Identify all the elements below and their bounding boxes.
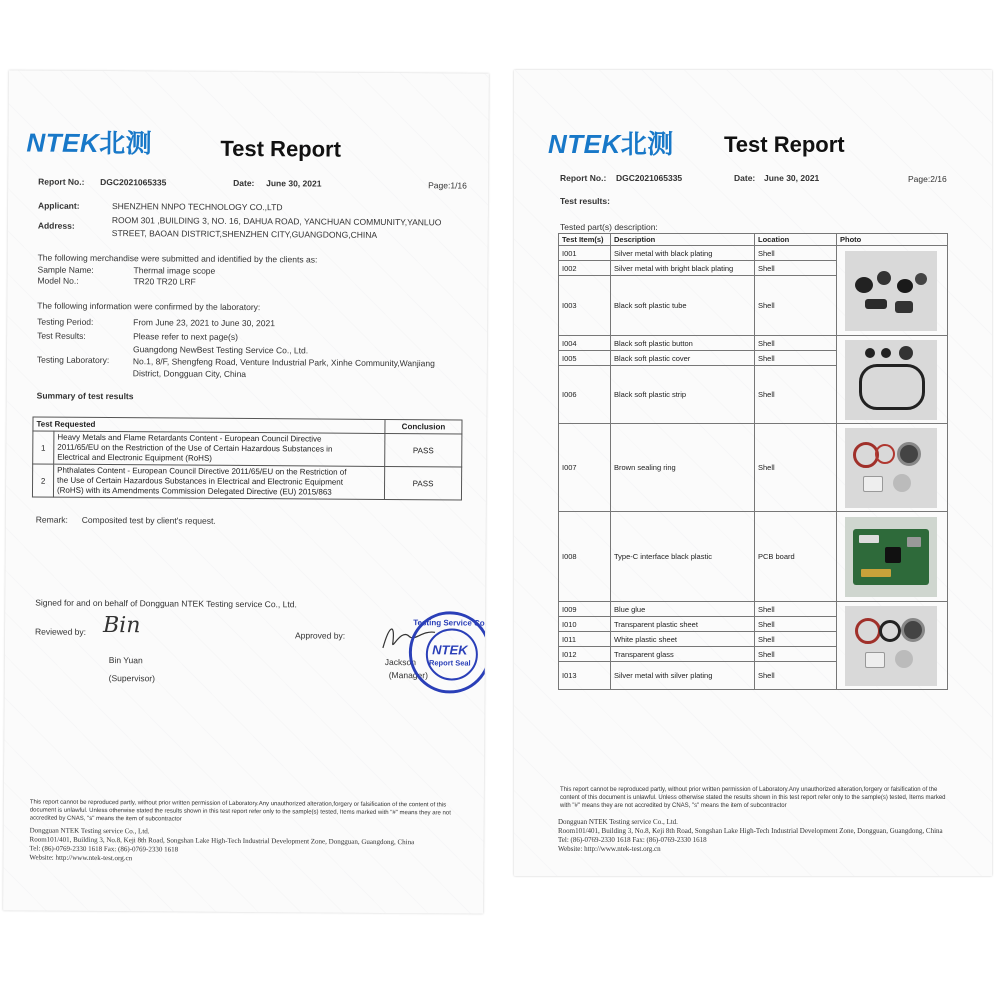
footer-company: Dongguan NTEK Testing service Co., Ltd.: [29, 826, 150, 836]
item-id: I013: [559, 662, 611, 690]
report-date: June 30, 2021: [764, 173, 820, 183]
report-page-2: [514, 70, 992, 876]
table-header-row: [559, 234, 948, 246]
item-id: I012: [559, 647, 611, 662]
parts-photo-rings: [845, 428, 937, 508]
item-location: Shell: [755, 662, 837, 690]
photo-cell: [837, 512, 948, 602]
item-id: I002: [559, 261, 611, 276]
address-label: Address:: [37, 220, 75, 231]
photo-cell: [837, 246, 948, 336]
header-conclusion: Conclusion: [385, 419, 462, 434]
date-label: Date:: [233, 177, 255, 189]
item-id: I010: [559, 617, 611, 632]
conclusion-cell: PASS: [384, 466, 461, 500]
seal-label-text: Report Seal: [428, 658, 471, 668]
item-description: Black soft plastic tube: [611, 276, 755, 336]
remark-label: Remark:: [35, 514, 68, 525]
row-number: 2: [32, 464, 53, 497]
table-row: [559, 336, 948, 351]
item-description: White plastic sheet: [611, 632, 755, 647]
tested-parts-table: [558, 233, 948, 690]
item-id: I007: [559, 424, 611, 512]
parts-photo-misc: [845, 606, 937, 686]
photo-cell: [837, 424, 948, 512]
item-id: I004: [559, 336, 611, 351]
footer-address: Room101/401, Building 3, No.8, Keji 8th Road, Songshan Lake High-Tech Industrial Development Zone, Dongguan, Guangdong, China: [29, 835, 415, 847]
table-row: [559, 424, 948, 512]
lab-name: Guangdong NewBest Testing Service Co., Ltd.: [132, 344, 309, 356]
item-location: PCB board: [755, 512, 837, 602]
row-line: Heavy Metals and Flame Retardants Content - European Council Directive: [57, 432, 322, 444]
item-id: I001: [559, 246, 611, 261]
lab-intro: The following information were confirmed by the laboratory:: [37, 300, 261, 313]
model-no: TR20 TR20 LRF: [133, 276, 196, 287]
page-number: Page:2/16: [908, 174, 947, 184]
approver-role: (Manager): [388, 670, 428, 681]
item-description: Transparent plastic sheet: [611, 617, 755, 632]
date-label: Date:: [734, 173, 756, 183]
page-title: Test Report: [724, 132, 845, 157]
item-location: Shell: [755, 647, 837, 662]
parts-photo-plastic: [845, 340, 937, 420]
report-date: June 30, 2021: [266, 178, 322, 189]
item-description: Brown sealing ring: [611, 424, 755, 512]
test-requested-cell: [53, 464, 384, 499]
reviewer-role: (Supervisor): [108, 673, 156, 684]
applicant-label: Applicant:: [37, 200, 80, 211]
approver-name: Jackson: [384, 656, 417, 668]
item-description: Blue glue: [611, 602, 755, 617]
summary-table: [32, 417, 463, 501]
page-number: Page:1/16: [428, 180, 467, 191]
ntek-logo: NTEK北测: [548, 129, 674, 159]
sample-name: Thermal image scope: [133, 265, 216, 276]
report-no: DGC2021065335: [100, 176, 167, 188]
item-location: Shell: [755, 424, 837, 512]
row-line: the Use of Certain Hazardous Substances in Electrical and Electronic Equipment: [57, 475, 344, 487]
footer: [29, 826, 479, 865]
footer-company: Dongguan NTEK Testing service Co., Ltd.: [558, 818, 678, 826]
item-description: Black soft plastic cover: [611, 351, 755, 366]
item-location: Shell: [755, 351, 837, 366]
item-id: I009: [559, 602, 611, 617]
lab-address-2: District, Dongguan City, China: [132, 368, 247, 379]
header-item: Test Item(s): [559, 234, 611, 246]
reviewed-by-label: Reviewed by:: [34, 626, 87, 637]
table-row: [33, 431, 462, 467]
merchandise-intro: The following merchandise were submitted and identified by the clients as:: [37, 252, 318, 265]
photo-cell: [837, 602, 948, 690]
disclaimer: This report cannot be reproduced partly, without prior written permission of Laboratory.Any unauthorized alteration,forgery or falsification of the content of this document is unlawful. Unless otherwise stated the results shown in this test report refer only to the sample(s) tested, Items marked with "#" means they are not accredited by CNAS, "s" means the item of subcontractor: [29, 799, 451, 823]
item-description: Black soft plastic button: [611, 336, 755, 351]
table-row: [559, 246, 948, 261]
row-line: Phthalates Content - European Council Directive 2011/65/EU on the Restriction of: [57, 465, 347, 477]
report-seal-icon: [409, 611, 489, 694]
item-id: I006: [559, 366, 611, 424]
testing-period-label: Testing Period:: [37, 316, 94, 327]
disclaimer: This report cannot be reproduced partly, without prior written permission of Laboratory.Any unauthorized alteration,forgery or falsification of the content of this document is unlawful. Unless otherwise stated the results shown in this test report refer only to the sample(s) tested, Items marked with "#" means they are not accredited by CNAS, "s" means the item of subcontractor: [560, 787, 946, 809]
footer-address: Room101/401, Building 3, No.8, Keji 8th Road, Songshan Lake High-Tech Industrial Development Zone, Dongguan, Guangdong, China: [558, 827, 943, 835]
photo-cell: [837, 336, 948, 424]
item-description: Silver metal with black plating: [611, 246, 755, 261]
header-test-requested: Test Requested: [33, 417, 385, 433]
page-title: Test Report: [220, 135, 342, 162]
testing-period: From June 23, 2021 to June 30, 2021: [133, 317, 275, 329]
item-description: Silver metal with silver plating: [611, 662, 755, 690]
footer-website: Website: http://www.ntek-test.org.cn: [29, 853, 133, 863]
row-line: (RoHS) with its Amendments Commission Delegated Directive (EU) 2015/863: [56, 485, 332, 497]
item-location: Shell: [755, 276, 837, 336]
signed-for: Signed for and on behalf of Dongguan NTEK Testing service Co., Ltd.: [35, 597, 297, 610]
item-location: Shell: [755, 602, 837, 617]
footer: [558, 818, 988, 854]
report-no: DGC2021065335: [616, 173, 683, 183]
test-results-label: Test results:: [560, 196, 610, 206]
seal-top-text: Testing Service Co.: [413, 618, 487, 628]
header-photo: Photo: [837, 234, 948, 246]
reviewer-signature: Bin: [102, 613, 141, 639]
conclusion-cell: PASS: [385, 433, 462, 467]
table-row: [32, 464, 461, 500]
remark-value: Composited test by client's request.: [81, 514, 216, 526]
report-page-1: [3, 70, 489, 913]
summary-heading: Summary of test results: [36, 390, 134, 402]
report-no-label: Report No.:: [560, 173, 607, 183]
model-no-label: Model No.:: [37, 275, 79, 286]
footer-website: Website: http://www.ntek-test.org.cn: [558, 845, 661, 853]
header-location: Location: [755, 234, 837, 246]
item-location: Shell: [755, 366, 837, 424]
sample-name-label: Sample Name:: [37, 264, 94, 275]
test-requested-cell: [54, 431, 385, 466]
item-id: I008: [559, 512, 611, 602]
test-results-label: Test Results:: [37, 330, 86, 341]
table-row: [559, 512, 948, 602]
test-results-value: Please refer to next page(s): [133, 331, 239, 342]
seal-brand-text: NTEK: [432, 642, 468, 658]
item-location: Shell: [755, 336, 837, 351]
approved-by-label: Approved by:: [294, 630, 346, 641]
parts-photo-metal: [845, 251, 937, 331]
row-line: Electrical and Electronic Equipment (RoHS): [57, 452, 213, 463]
applicant-value: SHENZHEN NNPO TECHNOLOGY CO.,LTD: [111, 201, 283, 213]
item-location: Shell: [755, 617, 837, 632]
ntek-logo: NTEK北测: [26, 127, 153, 159]
reviewer-name: Bin Yuan: [108, 655, 143, 666]
item-description: Black soft plastic strip: [611, 366, 755, 424]
header-description: Description: [611, 234, 755, 246]
address-line-2: STREET, BAOAN DISTRICT,SHENZHEN CITY,GUANGDONG,CHINA: [111, 228, 378, 240]
testing-lab-label: Testing Laboratory:: [36, 354, 110, 366]
footer-phone: Tel: (86)-0769-2330 1618 Fax: (86)-0769-2330 1618: [29, 844, 179, 854]
tested-parts-label: Tested part(s) description:: [560, 222, 658, 232]
row-line: 2011/65/EU on the Restriction of the Use of Certain Hazardous Substances in: [57, 442, 333, 454]
item-description: Transparent glass: [611, 647, 755, 662]
item-location: Shell: [755, 246, 837, 261]
item-description: Silver metal with bright black plating: [611, 261, 755, 276]
item-id: I003: [559, 276, 611, 336]
item-description: Type-C interface black plastic: [611, 512, 755, 602]
address-line-1: ROOM 301 ,BUILDING 3, NO. 16, DAHUA ROAD, YANCHUAN COMMUNITY,YANLUO: [111, 215, 442, 228]
item-id: I005: [559, 351, 611, 366]
item-id: I011: [559, 632, 611, 647]
item-location: Shell: [755, 632, 837, 647]
row-number: 1: [33, 431, 54, 464]
footer-phone: Tel: (86)-0769-2330 1618 Fax: (86)-0769-2330 1618: [558, 836, 707, 844]
table-row: [559, 602, 948, 617]
report-no-label: Report No.:: [38, 176, 85, 187]
item-location: Shell: [755, 261, 837, 276]
lab-address-1: No.1, 8/F, Shengfeng Road, Venture Industrial Park, Xinhe Community,Wanjiang: [132, 356, 435, 369]
parts-photo-pcb: [845, 517, 937, 597]
